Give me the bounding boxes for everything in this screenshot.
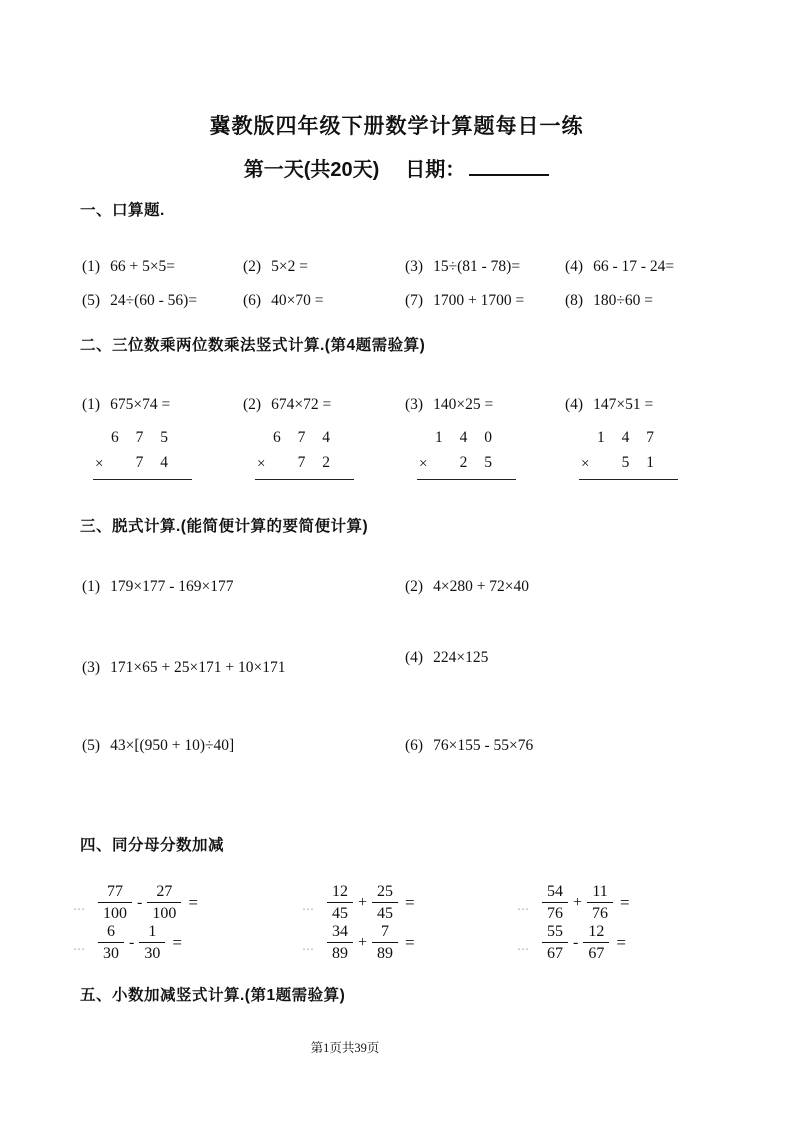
problem-expression: 4×280 + 72×40 xyxy=(433,578,530,595)
page-footer: 第1页共39页 xyxy=(310,1041,380,1055)
fraction xyxy=(583,922,609,963)
leader-dots: ⋯ xyxy=(302,902,315,916)
leader-dots: ⋯ xyxy=(73,902,86,916)
fraction xyxy=(327,882,353,923)
problem-number: (1) xyxy=(82,258,101,275)
problem-expression: 171×65 + 25×171 + 10×171 xyxy=(110,659,286,676)
oral-problem-7 xyxy=(405,292,565,310)
oral-problem-5 xyxy=(82,292,243,310)
numerator: 12 xyxy=(327,882,353,903)
multiplier-digits: 7 4 xyxy=(135,454,168,471)
problem-expression: 180÷60 = xyxy=(593,292,653,309)
multiplier-row xyxy=(579,451,678,475)
problem-number: (5) xyxy=(82,737,101,754)
operator: - xyxy=(129,933,135,951)
problem-number: (5) xyxy=(82,292,101,309)
numerator: 27 xyxy=(147,882,181,903)
problem-number: (4) xyxy=(565,396,584,413)
equals-sign: = xyxy=(172,932,182,952)
multiplier-row xyxy=(417,451,516,475)
oral-problem-8 xyxy=(565,292,722,310)
oral-problem-1 xyxy=(82,258,243,276)
fraction xyxy=(139,922,165,963)
numerator: 11 xyxy=(587,882,613,903)
problem-expression: 40×70 = xyxy=(271,292,324,309)
problem-expression: 66 + 5×5= xyxy=(110,258,176,275)
problem-number: (4) xyxy=(405,649,424,666)
multiplier-digits: 7 2 xyxy=(297,454,330,471)
times-icon: × xyxy=(257,456,266,472)
problem-number: (7) xyxy=(405,292,424,309)
fraction xyxy=(587,882,613,923)
numerator: 7 xyxy=(372,922,398,943)
mult-problem-3 xyxy=(405,396,565,414)
problem-expression: 15÷(81 - 78)= xyxy=(433,258,521,275)
denominator: 100 xyxy=(152,905,177,922)
problem-number: (6) xyxy=(243,292,262,309)
fraction-row-2 xyxy=(73,922,733,963)
stepwise-problem-6 xyxy=(405,737,533,755)
problem-expression: 66 - 17 - 24= xyxy=(593,258,675,275)
problem-expression: 674×72 = xyxy=(271,396,332,413)
numerator: 55 xyxy=(542,922,568,943)
mult-problem-4 xyxy=(565,396,722,414)
denominator: 30 xyxy=(144,945,161,962)
denominator: 89 xyxy=(377,945,394,962)
date-blank-line xyxy=(469,156,549,176)
operator: - xyxy=(573,933,579,951)
denominator: 67 xyxy=(588,945,605,962)
problem-expression: 1700 + 1700 = xyxy=(433,292,525,309)
fraction-problem-5 xyxy=(302,922,517,963)
oral-row-1 xyxy=(82,258,722,276)
times-icon: × xyxy=(95,456,104,472)
numerator: 25 xyxy=(372,882,398,903)
problem-number: (3) xyxy=(405,396,424,413)
problem-expression: 24÷(60 - 56)= xyxy=(110,292,198,309)
vertical-multiplication-1 xyxy=(93,425,192,480)
numerator: 34 xyxy=(327,922,353,943)
oral-problem-3 xyxy=(405,258,565,276)
operator: + xyxy=(358,933,368,951)
denominator: 67 xyxy=(547,945,563,962)
numerator: 77 xyxy=(98,882,132,903)
numerator: 1 xyxy=(139,922,165,943)
times-icon: × xyxy=(419,456,428,472)
fraction-problem-1 xyxy=(73,882,302,923)
problem-expression: 5×2 = xyxy=(271,258,308,275)
multiplicand-digits: 6 7 5 xyxy=(111,429,168,446)
oral-problem-4 xyxy=(565,258,722,276)
problem-number: (2) xyxy=(243,258,262,275)
fraction-problem-6 xyxy=(517,922,733,963)
numerator: 54 xyxy=(542,882,568,903)
problem-number: (2) xyxy=(405,578,424,595)
section-header-stepwise: 三、脱式计算.(能简便计算的要简便计算) xyxy=(80,518,369,535)
problem-expression: 179×177 - 169×177 xyxy=(110,578,234,595)
problem-number: (1) xyxy=(82,396,101,413)
section-header-vertical-mult: 二、三位数乘两位数乘法竖式计算.(第4题需验算) xyxy=(80,337,426,354)
operator: + xyxy=(573,893,583,911)
denominator: 45 xyxy=(332,905,348,922)
multiplier-row xyxy=(255,451,354,475)
leader-dots: ⋯ xyxy=(517,942,530,956)
oral-problem-6 xyxy=(243,292,405,310)
fraction-row-1 xyxy=(73,882,733,923)
fraction xyxy=(98,882,132,923)
problem-expression: 147×51 = xyxy=(593,396,654,413)
fraction xyxy=(147,882,181,923)
stepwise-problem-5 xyxy=(82,737,234,755)
numerator: 6 xyxy=(98,922,124,943)
equals-sign: = xyxy=(620,892,630,912)
vertical-multiplication-3 xyxy=(417,425,516,480)
multiplicand-digits: 1 4 7 xyxy=(597,429,654,446)
denominator: 100 xyxy=(103,905,127,922)
multiplicand-digits: 1 4 0 xyxy=(435,429,492,446)
multiplier-digits: 2 5 xyxy=(459,454,492,471)
section-header-oral: 一、口算题. xyxy=(80,202,165,219)
multiplicand-digits: 6 7 4 xyxy=(273,429,330,446)
fraction xyxy=(372,922,398,963)
section-header-decimal: 五、小数加减竖式计算.(第1题需验算) xyxy=(80,987,346,1004)
mult-problem-2 xyxy=(243,396,405,414)
denominator: 45 xyxy=(377,905,394,922)
page-subtitle xyxy=(0,153,793,182)
fraction xyxy=(542,922,568,963)
operator: + xyxy=(358,893,368,911)
stepwise-problem-1 xyxy=(82,578,233,596)
problem-expression: 675×74 = xyxy=(110,396,171,413)
problem-expression: 76×155 - 55×76 xyxy=(433,737,534,754)
oral-problem-2 xyxy=(243,258,405,276)
stepwise-problem-4 xyxy=(405,649,488,667)
operator: - xyxy=(137,893,143,911)
equals-sign: = xyxy=(405,892,415,912)
problem-number: (8) xyxy=(565,292,584,309)
problem-expression: 140×25 = xyxy=(433,396,494,413)
problem-expression: 224×125 xyxy=(433,649,489,666)
multiplier-digits: 5 1 xyxy=(621,454,654,471)
multiplier-row xyxy=(93,451,192,475)
fraction xyxy=(98,922,124,963)
times-icon: × xyxy=(581,456,590,472)
numerator: 12 xyxy=(583,922,609,943)
section-header-fractions: 四、同分母分数加减 xyxy=(80,837,225,854)
denominator: 30 xyxy=(103,945,119,962)
oral-row-2 xyxy=(82,292,722,310)
denominator: 76 xyxy=(547,905,563,922)
problem-expression: 43×[(950 + 10)÷40] xyxy=(110,737,235,754)
problem-number: (3) xyxy=(405,258,424,275)
date-label: 日期： xyxy=(405,159,466,181)
leader-dots: ⋯ xyxy=(73,942,86,956)
leader-dots: ⋯ xyxy=(517,902,530,916)
mult-problem-1 xyxy=(82,396,243,414)
fraction xyxy=(542,882,568,923)
fraction xyxy=(372,882,398,923)
equals-sign: = xyxy=(188,892,198,912)
day-label: 第一天(共20天) xyxy=(243,159,380,181)
problem-number: (4) xyxy=(565,258,584,275)
fraction-problem-3 xyxy=(517,882,733,923)
leader-dots: ⋯ xyxy=(302,942,315,956)
problem-number: (6) xyxy=(405,737,424,754)
page-title: 冀教版四年级下册数学计算题每日一练 xyxy=(209,115,584,138)
problem-number: (1) xyxy=(82,578,101,595)
mult-labels-row xyxy=(82,396,722,414)
problem-number: (2) xyxy=(243,396,262,413)
stepwise-problem-2 xyxy=(405,578,529,596)
fraction-problem-4 xyxy=(73,922,302,963)
vertical-multiplication-4 xyxy=(579,425,678,480)
stepwise-problem-3 xyxy=(82,659,286,677)
fraction xyxy=(327,922,353,963)
vertical-multiplication-2 xyxy=(255,425,354,480)
denominator: 76 xyxy=(592,905,609,922)
problem-number: (3) xyxy=(82,659,101,676)
equals-sign: = xyxy=(405,932,415,952)
equals-sign: = xyxy=(616,932,626,952)
fraction-problem-2 xyxy=(302,882,517,923)
denominator: 89 xyxy=(332,945,348,962)
